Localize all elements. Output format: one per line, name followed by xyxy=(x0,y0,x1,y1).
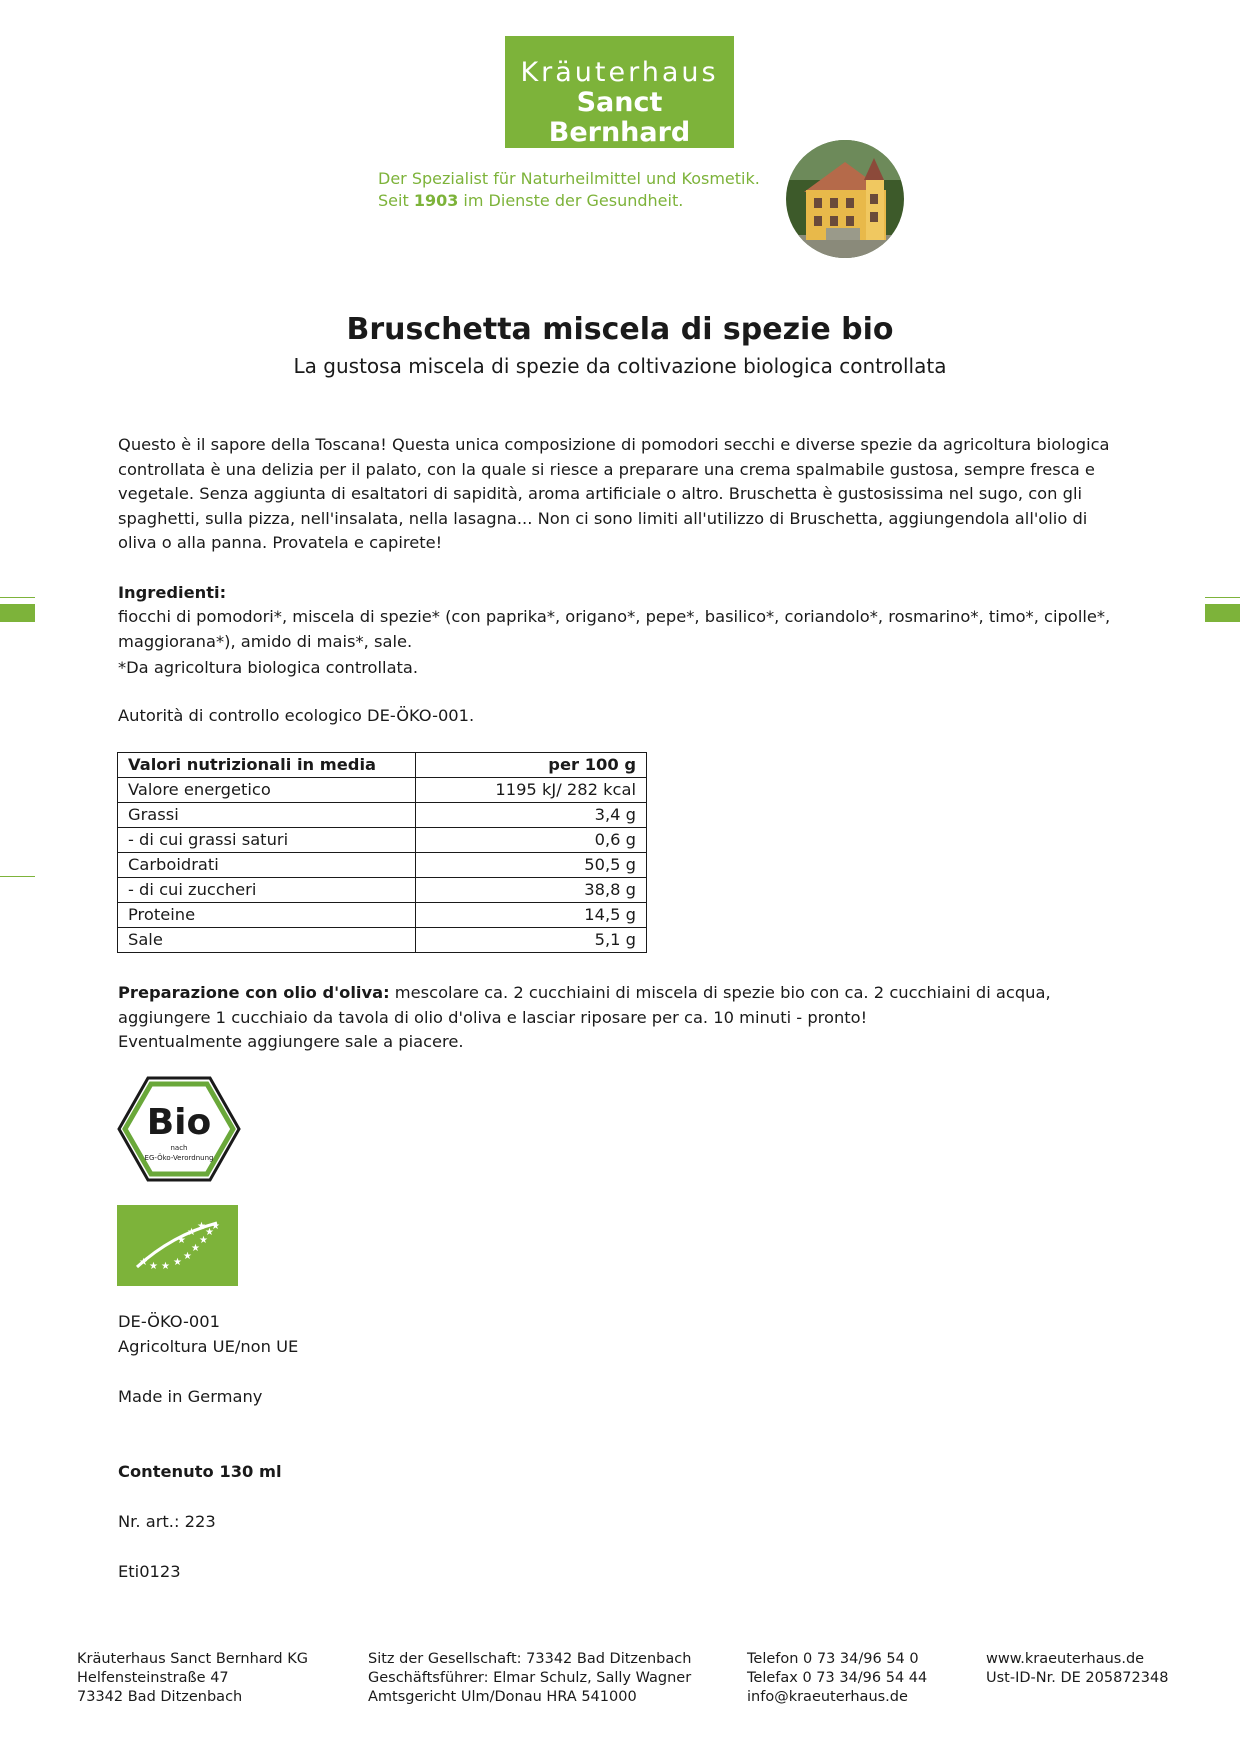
bio-seal-logo xyxy=(117,1076,241,1182)
footer-seat: Sitz der Gesellschaft: 73342 Bad Ditzenbach xyxy=(368,1651,692,1667)
footer-phone: Telefon 0 73 34/96 54 0 xyxy=(747,1651,919,1667)
svg-text:★: ★ xyxy=(199,1235,208,1246)
side-mark-line-left xyxy=(0,597,35,598)
slogan-year: 1903 xyxy=(413,191,459,210)
slogan-line2 xyxy=(378,190,760,212)
svg-text:★: ★ xyxy=(161,1261,170,1272)
nutrient-value: 3,4 g xyxy=(416,803,647,828)
footer-contact xyxy=(747,1650,927,1707)
control-authority: Autorità di controllo ecologico DE-ÖKO-001. xyxy=(118,706,475,725)
footer-company-name: Kräuterhaus Sanct Bernhard KG xyxy=(77,1651,308,1667)
svg-text:★: ★ xyxy=(149,1261,158,1272)
brand-slogan xyxy=(378,168,760,212)
preparation-instructions xyxy=(118,981,1138,1030)
footer-street: Helfensteinstraße 47 xyxy=(77,1670,229,1686)
side-mark-line-right xyxy=(1205,597,1240,598)
table-row xyxy=(118,778,647,803)
preparation-text: mescolare ca. 2 cucchiaini di miscela di spezie bio con ca. 2 cucchiaini di acqua, aggiungere 1 cucchiaio da tavola di olio d'oliva e lasciar riposare per ca. 10 minuti - pronto! xyxy=(118,983,1051,1027)
building-illustration xyxy=(786,140,904,258)
footer-managers: Geschäftsführer: Elmar Schulz, Sally Wagner xyxy=(368,1670,692,1686)
brand-name-line2: Sanct Bernhard xyxy=(548,87,691,148)
eu-leaf-icon xyxy=(117,1205,238,1286)
nutrient-name: - di cui zuccheri xyxy=(118,878,416,903)
slogan-line1: Der Spezialist für Naturheilmittel und Kosmetik. xyxy=(378,169,760,188)
svg-text:★: ★ xyxy=(177,1235,186,1246)
ingredients-note: *Da agricoltura biologica controllata. xyxy=(118,658,419,677)
brand-name-line1: Kräuterhaus xyxy=(520,57,719,88)
footer-court: Amtsgericht Ulm/Donau HRA 541000 xyxy=(368,1689,637,1705)
footer-vat-id: Ust-ID-Nr. DE 205872348 xyxy=(986,1670,1169,1686)
nutrient-value: 50,5 g xyxy=(416,853,647,878)
preparation-extra: Eventualmente aggiungere sale a piacere. xyxy=(118,1032,464,1051)
footer-website[interactable]: www.kraeuterhaus.de xyxy=(986,1651,1145,1667)
svg-text:★: ★ xyxy=(205,1227,214,1238)
nutrition-header-unit: per 100 g xyxy=(416,753,647,778)
footer-legal xyxy=(368,1650,691,1707)
slogan-post: im Dienste der Gesundheit. xyxy=(458,191,684,210)
table-row xyxy=(118,878,647,903)
nutrition-header-row xyxy=(118,753,647,778)
nutrient-name: Carboidrati xyxy=(118,853,416,878)
table-row xyxy=(118,803,647,828)
preparation-label: Preparazione con olio d'oliva: xyxy=(118,983,390,1002)
nutrient-name: Grassi xyxy=(118,803,416,828)
nutrient-name: - di cui grassi saturi xyxy=(118,828,416,853)
side-mark-line-left-lower xyxy=(0,876,35,877)
nutrient-name: Sale xyxy=(118,928,416,953)
footer-fax: Telefax 0 73 34/96 54 44 xyxy=(747,1670,928,1686)
nutrient-value: 38,8 g xyxy=(416,878,647,903)
svg-text:★: ★ xyxy=(191,1243,200,1254)
table-row xyxy=(118,853,647,878)
eu-organic-logo xyxy=(117,1205,238,1286)
bio-hexagon-icon xyxy=(117,1076,241,1182)
product-title: Bruschetta miscela di spezie bio xyxy=(346,312,894,347)
ingredients-list: fiocchi di pomodori*, miscela di spezie* (con paprika*, origano*, pepe*, basilico*, coriandolo*, rosmarino*, timo*, cipolle*, maggiorana*), amido di mais*, sale. xyxy=(118,607,1111,651)
nutrient-name: Valore energetico xyxy=(118,778,416,803)
bio-seal-nach: nach xyxy=(170,1144,188,1152)
bio-seal-word: Bio xyxy=(146,1102,212,1143)
svg-text:★: ★ xyxy=(173,1257,182,1268)
footer-city: 73342 Bad Ditzenbach xyxy=(77,1689,243,1705)
product-subtitle: La gustosa miscela di spezie da coltivazione biologica controllata xyxy=(293,354,947,378)
svg-text:★: ★ xyxy=(211,1221,220,1232)
product-description: Questo è il sapore della Toscana! Questa unica composizione di pomodori secchi e diverse spezie da agricoltura biologica controllata è una delizia per il palato, con la quale si riesce a preparare una crema spalmabile gustosa, sempre fresca e vegetale. Senza aggiunta di esaltatori di sapidità, aroma artificiale o altro. Bruschetta è gustosissima nel sugo, con gli spaghetti, sulla pizza, nell'insalata, nella lasagna... Non ci sono limiti all'utilizzo di Bruschetta, aggiungendola all'olio di oliva o alla panna. Provatela e capirete! xyxy=(118,435,1110,552)
footer-web xyxy=(986,1650,1168,1688)
table-row xyxy=(118,928,647,953)
organic-cert-code: DE-ÖKO-001 xyxy=(118,1312,220,1331)
agriculture-origin: Agricoltura UE/non UE xyxy=(118,1337,299,1356)
nutrition-table xyxy=(117,752,647,953)
nutrient-name: Proteine xyxy=(118,903,416,928)
made-in: Made in Germany xyxy=(118,1387,263,1406)
ingredients-heading: Ingredienti: xyxy=(118,583,227,602)
content-volume: Contenuto 130 ml xyxy=(118,1462,282,1481)
brand-logo xyxy=(505,36,734,148)
slogan-pre: Seit xyxy=(378,191,414,210)
nutrient-value: 14,5 g xyxy=(416,903,647,928)
building-photo xyxy=(786,140,904,258)
side-mark-block-right xyxy=(1205,604,1240,622)
svg-text:★: ★ xyxy=(139,1257,148,1268)
footer-company xyxy=(77,1650,308,1707)
side-mark-block-left xyxy=(0,604,35,622)
footer-email[interactable]: info@kraeuterhaus.de xyxy=(747,1689,908,1705)
label-code: Eti0123 xyxy=(118,1562,181,1581)
nutrient-value: 1195 kJ/ 282 kcal xyxy=(416,778,647,803)
svg-text:★: ★ xyxy=(183,1251,192,1262)
nutrient-value: 0,6 g xyxy=(416,828,647,853)
nutrition-header-label: Valori nutrizionali in media xyxy=(118,753,416,778)
svg-text:★: ★ xyxy=(187,1227,196,1238)
table-row xyxy=(118,828,647,853)
table-row xyxy=(118,903,647,928)
bio-seal-regulation: EG-Öko-Verordnung xyxy=(144,1154,214,1162)
article-number: Nr. art.: 223 xyxy=(118,1512,216,1531)
nutrient-value: 5,1 g xyxy=(416,928,647,953)
svg-text:★: ★ xyxy=(197,1221,206,1232)
